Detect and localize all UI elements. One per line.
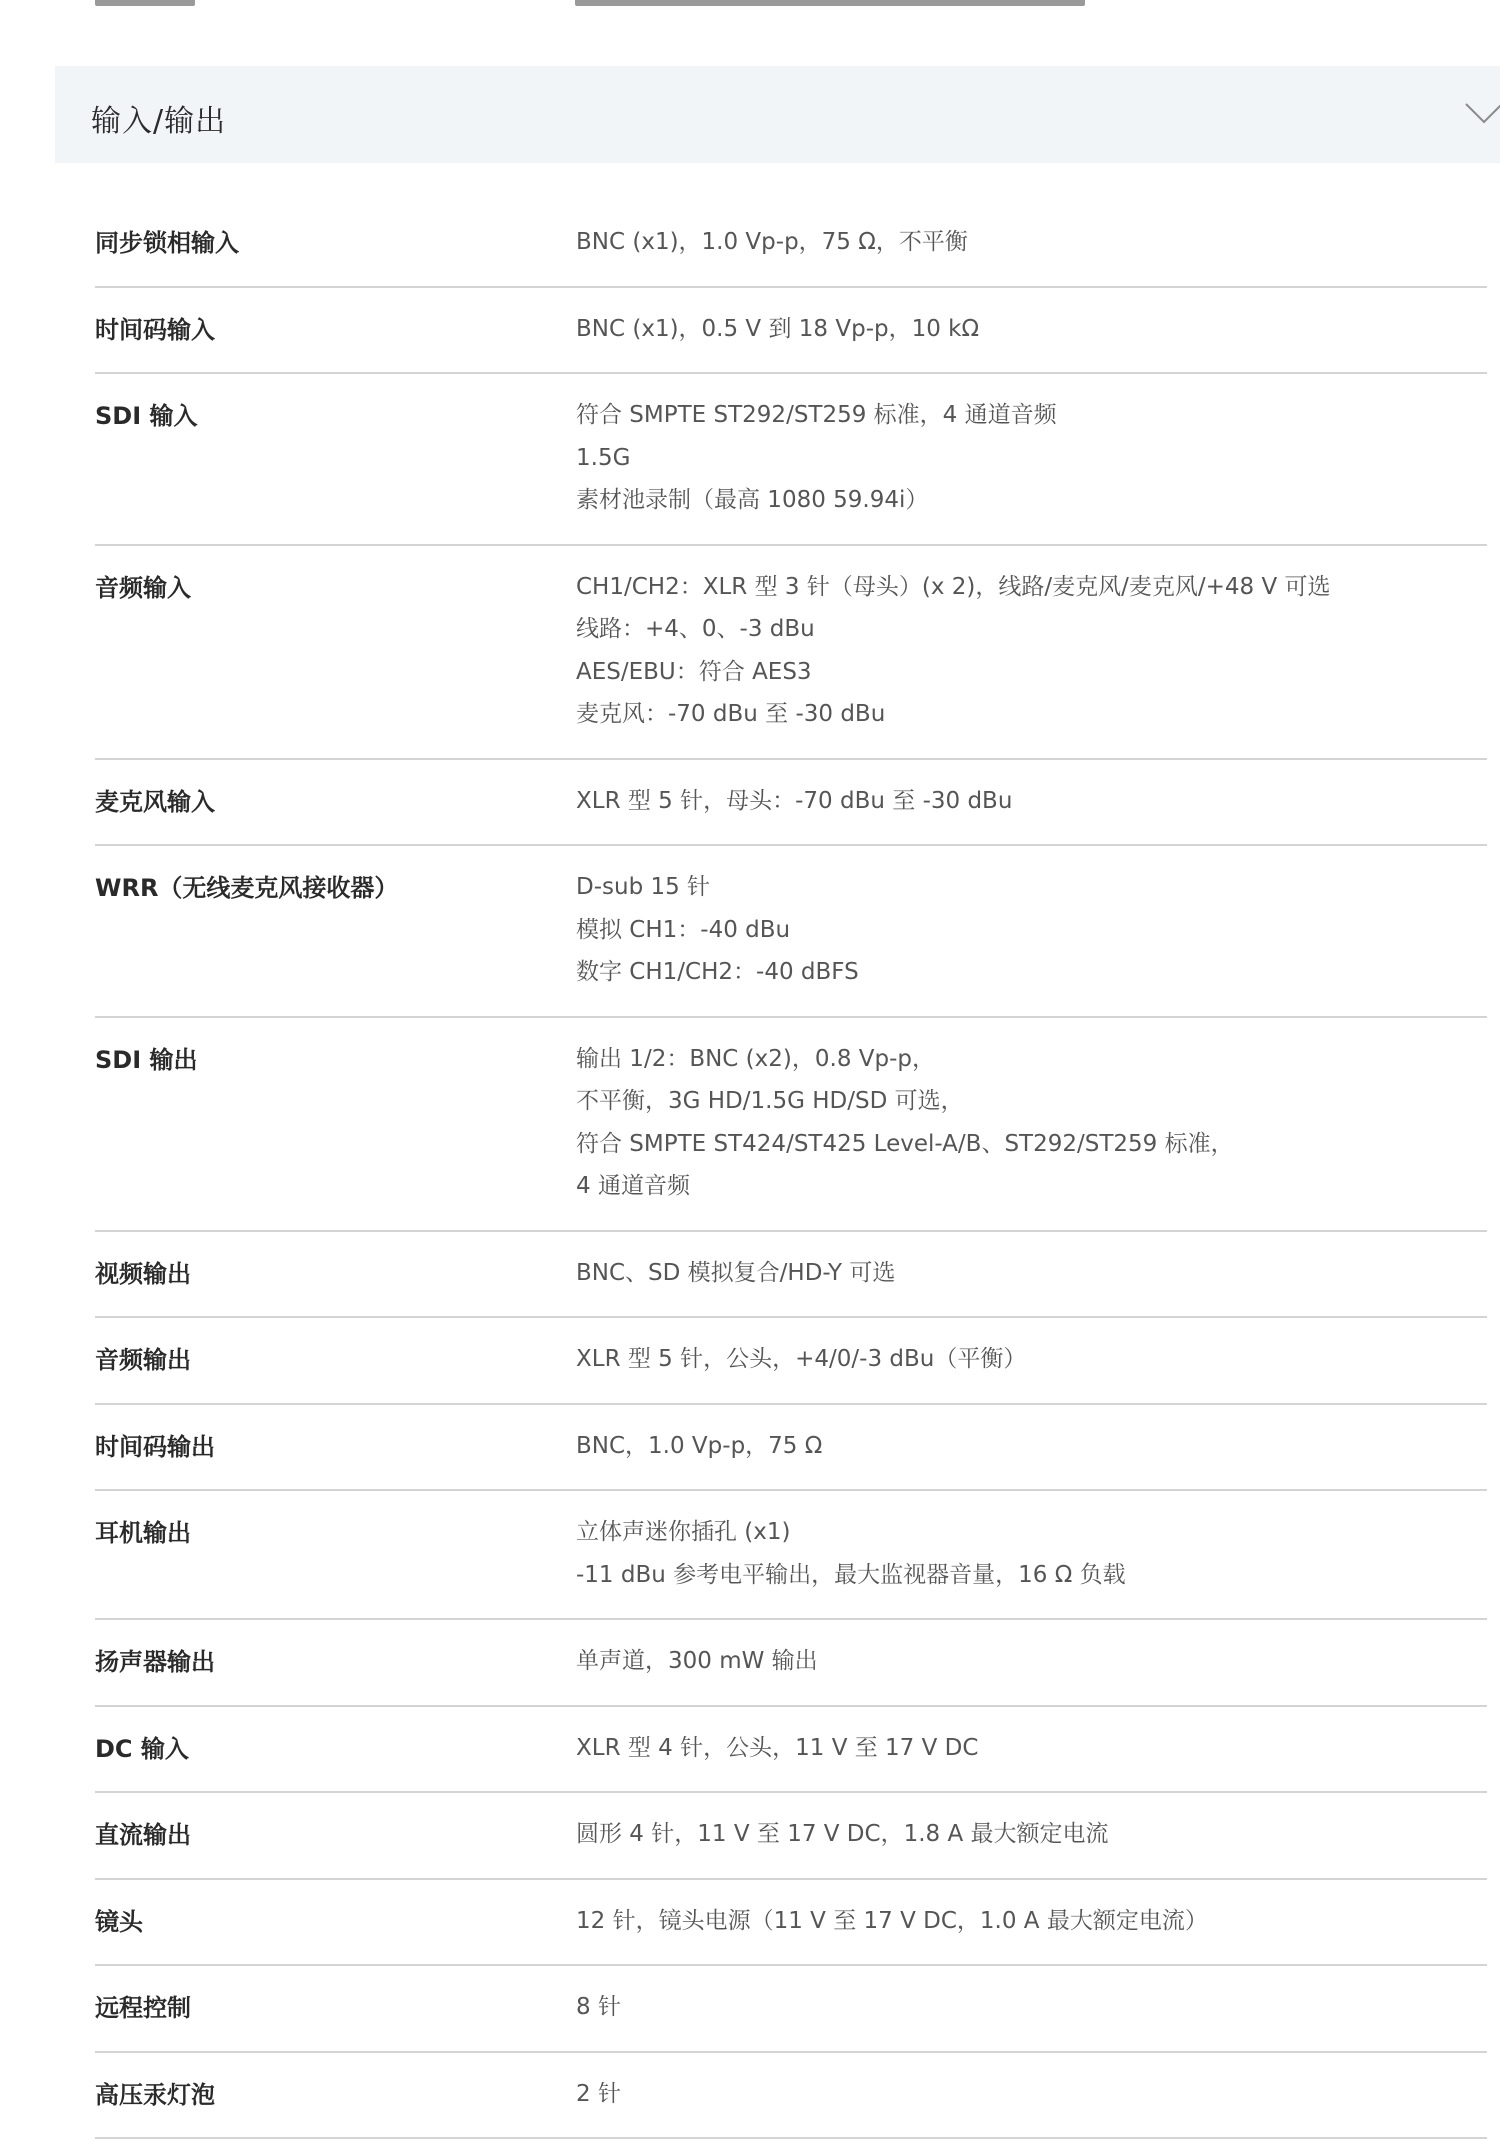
spec-value-line: AES/EBU：符合 AES3	[576, 651, 1487, 694]
spec-label: 麦克风输入	[95, 782, 565, 817]
table-row	[95, 1318, 1487, 1405]
table-row	[95, 760, 1487, 847]
table-row	[95, 846, 1487, 1018]
spec-value-line: 数字 CH1/CH2：-40 dBFS	[576, 951, 1487, 994]
spec-value-line: XLR 型 5 针，公头，+4/0/-3 dBu（平衡）	[576, 1338, 1487, 1381]
spec-value-line: 1.5G	[576, 437, 1487, 480]
spec-value-line: 麦克风：-70 dBu 至 -30 dBu	[576, 693, 1487, 736]
spec-value-line: 素材池录制（最高 1080 59.94i）	[576, 479, 1487, 522]
spec-value	[576, 308, 1487, 351]
spec-label: 时间码输出	[95, 1427, 565, 1462]
section-title: 输入/输出	[91, 96, 226, 140]
spec-value	[576, 1511, 1487, 1596]
spec-value	[576, 1986, 1487, 2029]
table-row	[95, 374, 1487, 546]
table-row	[95, 1405, 1487, 1492]
spec-value-line: 12 针，镜头电源（11 V 至 17 V DC，1.0 A 最大额定电流）	[576, 1900, 1487, 1943]
spec-value	[576, 866, 1487, 994]
table-row	[95, 1880, 1487, 1967]
spec-value-line: BNC (x1)，1.0 Vp-p，75 Ω，不平衡	[576, 221, 1487, 264]
spec-value	[576, 1338, 1487, 1381]
spec-label: 耳机输出	[95, 1513, 565, 1548]
table-row	[95, 1491, 1487, 1620]
spec-value-line: D-sub 15 针	[576, 866, 1487, 909]
spec-value	[576, 1038, 1487, 1208]
spec-value-line: BNC (x1)，0.5 V 到 18 Vp-p，10 kΩ	[576, 308, 1487, 351]
spec-label: 直流输出	[95, 1815, 565, 1850]
spec-value	[576, 780, 1487, 823]
spec-value	[576, 2073, 1487, 2116]
spec-label: DC 输入	[95, 1729, 565, 1764]
table-row	[95, 1018, 1487, 1232]
spec-value-line: 4 通道音频	[576, 1165, 1487, 1208]
spec-value-line: 输出 1/2：BNC (x2)，0.8 Vp-p，	[576, 1038, 1487, 1081]
spec-value	[576, 1813, 1487, 1856]
spec-value	[576, 1900, 1487, 1943]
chevron-down-icon[interactable]	[1464, 102, 1500, 126]
spec-value-line: 立体声迷你插孔 (x1)	[576, 1511, 1487, 1554]
spec-value-line: CH1/CH2：XLR 型 3 针（母头）(x 2)，线路/麦克风/麦克风/+48 V 可选	[576, 566, 1487, 609]
table-row	[95, 201, 1487, 288]
spec-value-line: BNC，1.0 Vp-p，75 Ω	[576, 1425, 1487, 1468]
spec-label: 同步锁相输入	[95, 223, 565, 258]
spec-label: SDI 输出	[95, 1040, 565, 1075]
section-header-io[interactable]	[55, 66, 1500, 163]
spec-label: 扬声器输出	[95, 1642, 565, 1677]
spec-label: 音频输出	[95, 1340, 565, 1375]
spec-value-line: BNC、SD 模拟复合/HD-Y 可选	[576, 1252, 1487, 1295]
spec-label: 高压汞灯泡	[95, 2075, 565, 2110]
spec-label: 视频输出	[95, 1254, 565, 1289]
spec-value-line: XLR 型 4 针，公头，11 V 至 17 V DC	[576, 1727, 1487, 1770]
spec-value-line: 不平衡，3G HD/1.5G HD/SD 可选，	[576, 1080, 1487, 1123]
spec-value-line: 2 针	[576, 2073, 1487, 2116]
spec-value	[576, 1640, 1487, 1683]
spec-label: 时间码输入	[95, 310, 565, 345]
spec-label: 音频输入	[95, 568, 565, 603]
spec-value-line: 单声道，300 mW 输出	[576, 1640, 1487, 1683]
table-row	[95, 1793, 1487, 1880]
table-row	[95, 2053, 1487, 2139]
spec-table	[95, 201, 1487, 2139]
previous-row-fragment	[95, 0, 1495, 10]
spec-label: 镜头	[95, 1902, 565, 1937]
spec-value-line: 模拟 CH1：-40 dBu	[576, 909, 1487, 952]
table-row	[95, 1966, 1487, 2053]
spec-label: SDI 输入	[95, 396, 565, 431]
spec-value-line: 符合 SMPTE ST292/ST259 标准，4 通道音频	[576, 394, 1487, 437]
spec-value	[576, 1727, 1487, 1770]
spec-value-line: XLR 型 5 针，母头：-70 dBu 至 -30 dBu	[576, 780, 1487, 823]
table-row	[95, 546, 1487, 760]
spec-value-line: 线路：+4、0、-3 dBu	[576, 608, 1487, 651]
spec-value-line: 符合 SMPTE ST424/ST425 Level-A/B、ST292/ST259 标准，	[576, 1123, 1487, 1166]
spec-value	[576, 221, 1487, 264]
spec-value	[576, 1252, 1487, 1295]
spec-value-line: 圆形 4 针，11 V 至 17 V DC，1.8 A 最大额定电流	[576, 1813, 1487, 1856]
spec-value	[576, 1425, 1487, 1468]
spec-label: 远程控制	[95, 1988, 565, 2023]
table-row	[95, 1232, 1487, 1319]
table-row	[95, 1707, 1487, 1794]
table-row	[95, 288, 1487, 375]
spec-label: WRR（无线麦克风接收器）	[95, 868, 565, 903]
spec-value-line: -11 dBu 参考电平输出，最大监视器音量，16 Ω 负载	[576, 1554, 1487, 1597]
table-row	[95, 1620, 1487, 1707]
spec-value-line: 8 针	[576, 1986, 1487, 2029]
spec-value	[576, 566, 1487, 736]
spec-value	[576, 394, 1487, 522]
